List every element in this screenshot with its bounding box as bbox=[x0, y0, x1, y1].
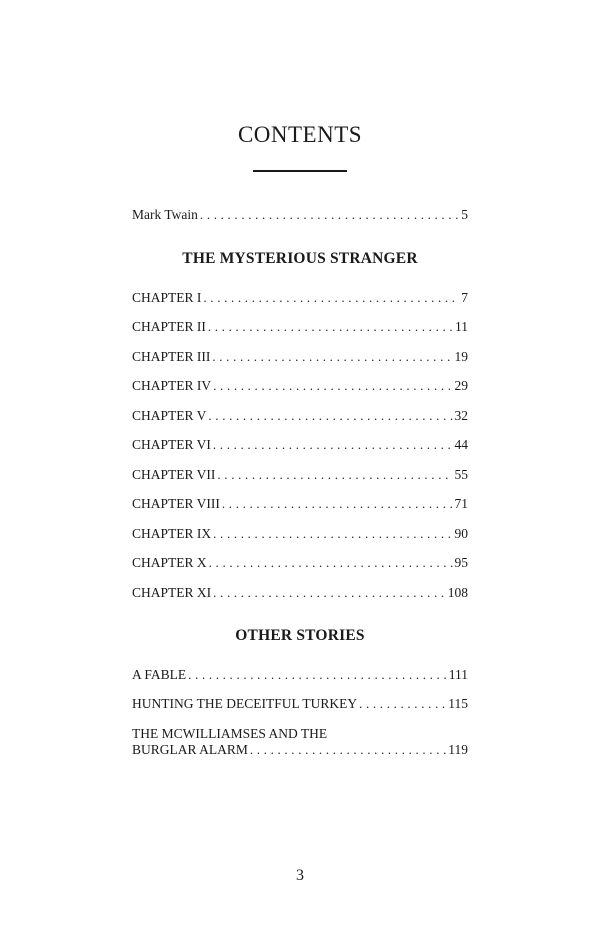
entry-page-number: 29 bbox=[454, 378, 468, 393]
dot-leader bbox=[208, 408, 452, 424]
entry-title: CHAPTER III bbox=[132, 349, 211, 364]
entry-title: CHAPTER V bbox=[132, 408, 207, 423]
entry-page-number: 44 bbox=[454, 437, 468, 452]
entry-title: Mark Twain bbox=[132, 207, 198, 222]
entry-page-number: 90 bbox=[454, 526, 468, 541]
page-title: CONTENTS bbox=[237, 122, 363, 147]
toc-entry-chapter-4[interactable] bbox=[132, 378, 468, 394]
toc-entry-a-fable[interactable] bbox=[132, 667, 468, 683]
toc-entry-chapter-7[interactable] bbox=[132, 467, 468, 483]
entry-page-number: 5 bbox=[461, 207, 468, 222]
entry-title: CHAPTER IV bbox=[132, 378, 212, 393]
dot-leader bbox=[208, 319, 453, 335]
entry-title-line-1: THE MCWILLIAMSES AND THE bbox=[132, 726, 328, 741]
section-heading-other-stories: OTHER STORIES bbox=[235, 627, 365, 644]
entry-title: CHAPTER X bbox=[132, 555, 207, 570]
toc-entry-chapter-1[interactable] bbox=[132, 290, 468, 306]
entry-title: CHAPTER II bbox=[132, 319, 206, 334]
dot-leader bbox=[212, 349, 452, 365]
entry-page-number: 108 bbox=[447, 585, 468, 600]
dot-leader bbox=[203, 290, 459, 306]
toc-entry-chapter-2[interactable] bbox=[132, 319, 468, 335]
entry-title: CHAPTER VIII bbox=[132, 496, 220, 511]
entry-title: HUNTING THE DECEITFUL TURKEY bbox=[132, 696, 358, 711]
dot-leader bbox=[188, 667, 447, 683]
page-number: 3 bbox=[296, 867, 304, 884]
entry-title: CHAPTER I bbox=[132, 290, 202, 305]
entry-title: BURGLAR ALARM bbox=[132, 742, 248, 757]
toc-entry-mark-twain[interactable] bbox=[132, 207, 468, 223]
toc-entry-chapter-6[interactable] bbox=[132, 437, 468, 453]
entry-page-number: 55 bbox=[454, 467, 468, 482]
toc-entry-chapter-9[interactable] bbox=[132, 526, 468, 542]
dot-leader bbox=[222, 496, 453, 512]
entry-page-number: 119 bbox=[448, 742, 468, 757]
title-rule bbox=[253, 170, 347, 172]
entry-title: A FABLE bbox=[132, 667, 187, 682]
dot-leader bbox=[217, 467, 452, 483]
entry-title: CHAPTER XI bbox=[132, 585, 212, 600]
entry-title: CHAPTER VII bbox=[132, 467, 216, 482]
entry-page-number: 71 bbox=[454, 496, 468, 511]
toc-entry-hunting-turkey[interactable] bbox=[132, 696, 468, 712]
dot-leader bbox=[213, 526, 452, 542]
dot-leader bbox=[213, 437, 453, 453]
entry-page-number: 32 bbox=[454, 408, 468, 423]
entry-page-number: 111 bbox=[448, 667, 468, 682]
section-heading-mysterious-stranger: THE MYSTERIOUS STRANGER bbox=[182, 250, 418, 267]
toc-entry-chapter-5[interactable] bbox=[132, 408, 468, 424]
entry-page-number: 11 bbox=[455, 319, 468, 334]
dot-leader bbox=[200, 207, 459, 223]
toc-entry-mcwilliamses[interactable] bbox=[132, 726, 468, 758]
dot-leader bbox=[213, 585, 446, 601]
entry-page-number: 115 bbox=[448, 696, 468, 711]
toc-entry-chapter-11[interactable] bbox=[132, 585, 468, 601]
dot-leader bbox=[213, 378, 452, 394]
entry-page-number: 95 bbox=[454, 555, 468, 570]
toc-entry-chapter-10[interactable] bbox=[132, 555, 468, 571]
toc-entry-chapter-8[interactable] bbox=[132, 496, 468, 512]
dot-leader bbox=[250, 742, 446, 758]
entry-title: CHAPTER VI bbox=[132, 437, 211, 452]
entry-page-number: 7 bbox=[461, 290, 468, 305]
dot-leader bbox=[209, 555, 453, 571]
toc-entry-chapter-3[interactable] bbox=[132, 349, 468, 365]
dot-leader bbox=[359, 696, 446, 712]
entry-page-number: 19 bbox=[454, 349, 468, 364]
entry-title: CHAPTER IX bbox=[132, 526, 212, 541]
